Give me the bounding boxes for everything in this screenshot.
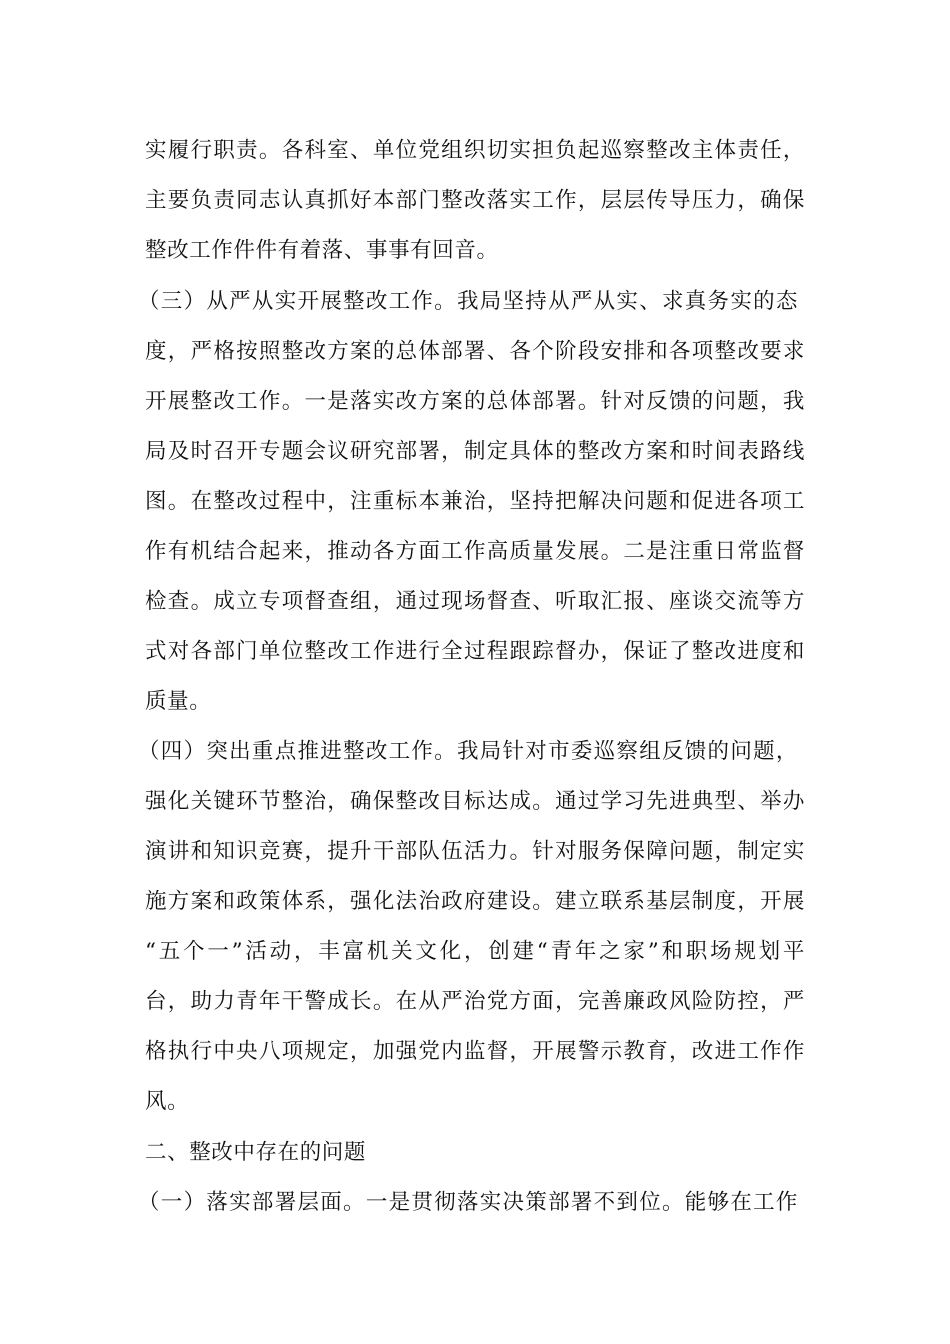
text-line: 格执行中央八项规定，加强党内监督，开展警示教育，改进工作作 xyxy=(145,1039,805,1064)
text-line: 整改工作件件有着落、事事有回音。 xyxy=(145,238,499,263)
text-line: 施方案和政策体系，强化法治政府建设。建立联系基层制度，开展 xyxy=(145,889,805,914)
section-title: 二、整改中存在的问题 xyxy=(145,1140,367,1165)
text-line: 局及时召开专题会议研究部署，制定具体的整改方案和时间表路线 xyxy=(145,439,805,464)
text-line: 实履行职责。各科室、单位党组织切实担负起巡察整改主体责任， xyxy=(145,138,805,163)
text-line: 开展整改工作。一是落实改方案的总体部署。针对反馈的问题，我 xyxy=(145,389,805,414)
text-line: 演讲和知识竞赛，提升干部队伍活力。针对服务保障问题，制定实 xyxy=(145,839,805,864)
text-line: “五个一”活动，丰富机关文化，创建“青年之家”和职场规划平 xyxy=(145,939,805,964)
text-line: 风。 xyxy=(145,1089,190,1114)
text-line: 检查。成立专项督查组，通过现场督查、听取汇报、座谈交流等方 xyxy=(145,589,805,614)
text-line: 主要负责同志认真抓好本部门整改落实工作，层层传导压力，确保 xyxy=(145,188,805,213)
section-heading-line: （三）从严从实开展整改工作。我局坚持从严从实、求真务实的态 xyxy=(138,289,798,314)
text-line: 质量。 xyxy=(145,689,212,714)
text-line: 台，助力青年干警成长。在从严治党方面，完善廉政风险防控，严 xyxy=(145,989,805,1014)
text-line: 强化关键环节整治，确保整改目标达成。通过学习先进典型、举办 xyxy=(145,789,805,814)
text-line: 度，严格按照整改方案的总体部署、各个阶段安排和各项整改要求 xyxy=(145,339,805,364)
section-heading-line: （四）突出重点推进整改工作。我局针对市委巡察组反馈的问题， xyxy=(138,739,798,764)
text-line: 图。在整改过程中，注重标本兼治，坚持把解决问题和促进各项工 xyxy=(145,489,805,514)
text-line: 式对各部门单位整改工作进行全过程跟踪督办，保证了整改进度和 xyxy=(145,639,805,664)
text-line: 作有机结合起来，推动各方面工作高质量发展。二是注重日常监督 xyxy=(145,539,805,564)
section-heading-line: （一）落实部署层面。一是贯彻落实决策部署不到位。能够在工作 xyxy=(138,1190,798,1215)
